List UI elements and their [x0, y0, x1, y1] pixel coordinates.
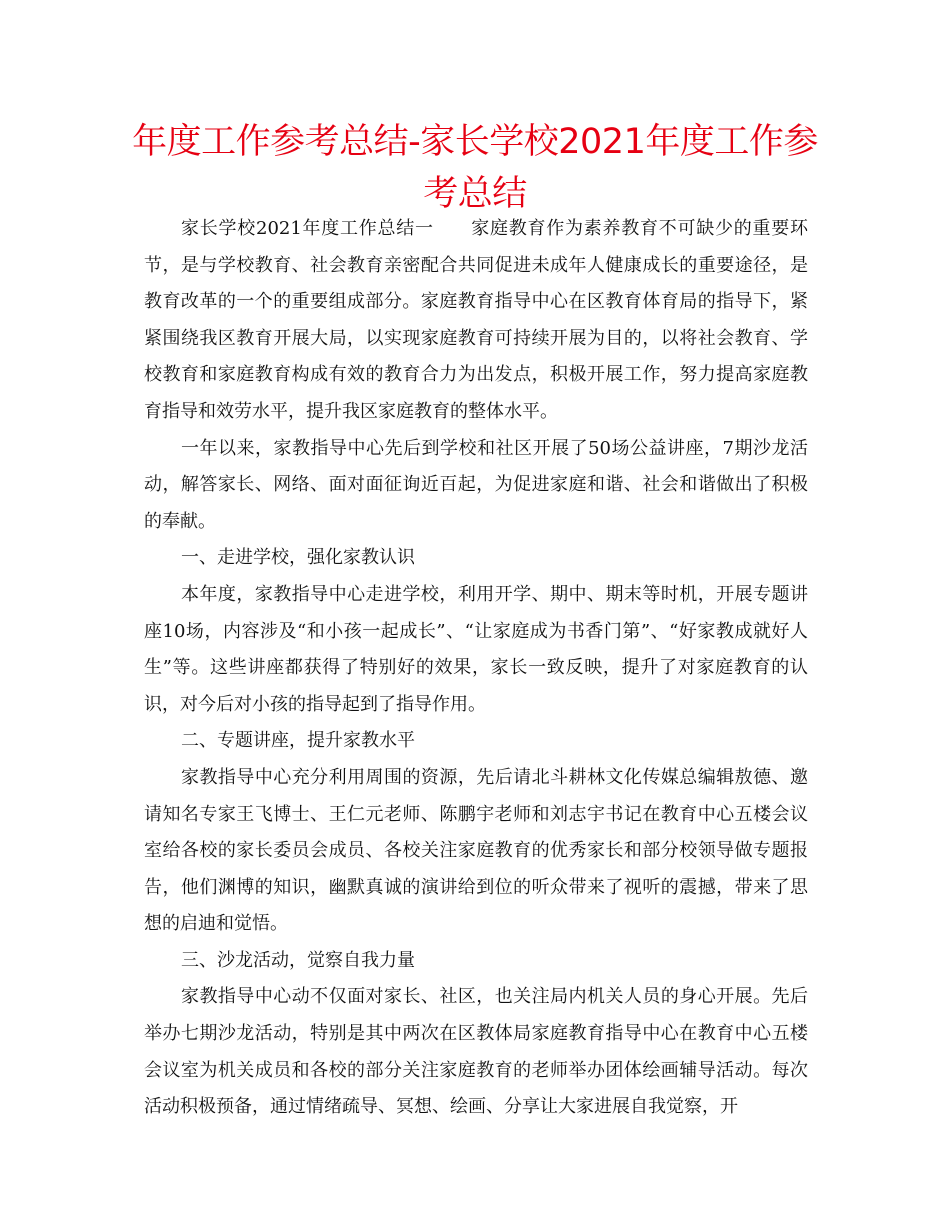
paragraph-section-1: 本年度，家教指导中心走进学校，利用开学、期中、期末等时机，开展专题讲座10场，内容涉及“和小孩一起成长”、“让家庭成为书香门第”、“好家教成就好人生”等。这些讲座都获得了特别好的效果，家长一致反映，提升了对家庭教育的认识，对今后对小孩的指导起到了指导作用。 — [144, 583, 808, 715]
section-heading-2: 二、专题讲座，提升家教水平 — [181, 730, 415, 752]
paragraph-intro: 家长学校2021年度工作总结一 家庭教育作为素养教育不可缺少的重要环节，是与学校教育、社会教育亲密配合共同促进未成年人健康成长的重要途径，是教育改革的一个的重要组成部分。家庭教育指导中心在区教育体育局的指导下，紧紧围绕我区教育开展大局，以实现家庭教育可持续开展为目的，以将社会教育、学校教育和家庭教育构成有效的教育合力为出发点，积极开展工作，努力提高家庭教育指导和效劳水平，提升我区家庭教育的整体水平。 — [144, 218, 808, 422]
document-body — [144, 211, 808, 1126]
section-heading-3: 三、沙龙活动，觉察自我力量 — [181, 949, 415, 971]
paragraph-section-3: 家教指导中心动不仅面对家长、社区，也关注局内机关人员的身心开展。先后举办七期沙龙活动，特别是其中两次在区教体局家庭教育指导中心在教育中心五楼会议室为机关成员和各校的部分关注家庭教育的老师举办团体绘画辅导活动。每次活动积极预备，通过情绪疏导、冥想、绘画、分享让大家进展自我觉察，开 — [144, 986, 808, 1118]
document-title: 年度工作参考总结-家长学校2021年度工作参考总结 — [132, 122, 818, 214]
paragraph-summary: 一年以来，家教指导中心先后到学校和社区开展了50场公益讲座，7期沙龙活动，解答家长、网络、面对面征询近百起，为促进家庭和谐、社会和谐做出了积极的奉献。 — [144, 437, 808, 532]
paragraph-section-2: 家教指导中心充分利用周围的资源，先后请北斗耕林文化传媒总编辑敖德、邀请知名专家王飞博士、王仁元老师、陈鹏宇老师和刘志宇书记在教育中心五楼会议室给各校的家长委员会成员、各校关注家庭教育的优秀家长和部分校领导做专题报告，他们渊博的知识，幽默真诚的演讲给到位的听众带来了视听的震撼，带来了思想的启迪和觉悟。 — [144, 766, 808, 935]
section-heading-1: 一、走进学校，强化家教认识 — [181, 547, 415, 569]
